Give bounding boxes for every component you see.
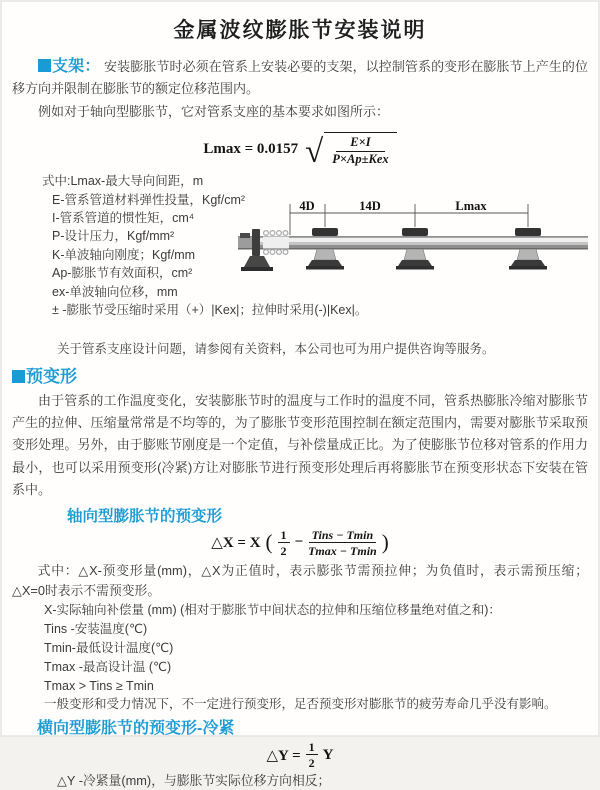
fraction-numerator: Tins − Tmin — [309, 528, 377, 543]
support-section-heading — [38, 58, 100, 75]
guide-spacing-formula — [12, 130, 588, 171]
pipe — [238, 236, 588, 250]
fraction-denominator: 2 — [308, 756, 315, 771]
definition-item: ex-单波轴向位移，mm — [52, 284, 178, 299]
minus-sign: − — [294, 534, 304, 551]
axial-definitions-list — [44, 601, 588, 714]
definition-item: 式中:Lmax-最大导向间距，m — [42, 174, 204, 189]
axial-definition-item: Tmax -最高设计温 (℃) — [44, 659, 172, 674]
formula-lhs: Lmax = 0.0157 — [203, 140, 299, 157]
axial-definition-item: Tmin-最低设计温度(℃) — [44, 641, 174, 656]
dim-label-4d: 4D — [299, 199, 315, 214]
lateral-coldpull-formula — [12, 741, 588, 769]
definition-item: Ap-膨胀节有效面积，cm² — [52, 266, 193, 281]
definitions-and-diagram-row — [12, 172, 588, 338]
support-heading-label: 支架： — [52, 58, 101, 75]
formula-rhs: Y — [322, 746, 334, 763]
axial-definition-item: Tmax > Tins ≥ Tmin — [44, 678, 154, 693]
support-example-line: 例如对于轴向型膨胀节，它对管系支座的基本要求如图所示： — [38, 103, 390, 119]
square-root-icon: √ — [305, 134, 324, 171]
definition-item: I-管系管道的惯性矩，cm⁴ — [52, 211, 195, 226]
axial-definition-item: X-实际轴向补偿量 (mm) (相对于膨胀节中间状态的拉伸和压缩位移量绝对值之和)： — [44, 603, 501, 618]
fraction-numerator: 1 — [278, 528, 290, 543]
half-fraction — [278, 528, 290, 558]
axial-definition-item: 一般变形和受力情况下，不一定进行预变形，足否预变形对膨胀节的疲劳寿命几乎没有影响。 — [44, 697, 557, 712]
fraction-denominator: Tmax − Tmin — [308, 543, 377, 558]
pipe-support-diagram — [238, 196, 588, 293]
formula-lhs: △Y = — [266, 747, 301, 764]
axial-predeform-formula — [12, 527, 588, 559]
support-intro-text: 安装膨胀节时必须在管系上安装必要的支架，以控制管系的变形在膨胀节上产生的位移方向并限制在膨胀节的额定位移范围内。 — [12, 59, 588, 97]
formula-radicand — [324, 132, 396, 167]
close-paren: ) — [381, 530, 389, 555]
predeform-paragraph: 由于管系的工作温度变化，安装膨胀节时的温度与工作时的温度不同，管系热膨胀冷缩对膨胀节产生的拉伸、压缩量常常是不均等的，为了膨胀节变形范围控制在额定范围内，需要对膨胀节采取预变形处理。另外，由于膨账节刚度是一个定值，与补偿量成正比。为了使膨胀节位移对管系的作用力最小，也可以采用预变形(冷紧)方让对膨胀节进行预变形处理后再将膨胀节在预变形状态下安装在管系中。 — [12, 392, 588, 498]
temperature-fraction — [308, 528, 377, 558]
definition-item: E-管系管道材料弹性投量，Kgf/cm² — [52, 192, 246, 207]
dim-label-14d: 14D — [359, 199, 381, 214]
definition-item: P-设计压力，Kgf/mm² — [52, 229, 175, 244]
open-paren: ( — [265, 530, 273, 555]
lateral-note-line: △Y -冷紧量(mm)，与膨胀节实际位移方向相反； — [57, 773, 331, 789]
blue-square-bullet-icon — [38, 59, 51, 72]
axial-explain-paragraph: 式中：△X-预变形量(mm)，△X为正值时，表示膨张节需预拉伸；为负值时，表示需预压缩；△X=0时表示不需预变形。 — [12, 562, 588, 599]
support-intro-paragraph — [12, 56, 588, 101]
axial-definition-item: Tins -安装温度(℃) — [44, 622, 148, 637]
support-note-line: 关于管系支座设计问题，请参阅有关资料，本公司也可为用户提供咨询等服务。 — [57, 342, 495, 357]
dim-label-lmax: Lmax — [455, 199, 487, 214]
formula-lhs: △X = X — [211, 535, 261, 552]
fraction-numerator: 1 — [306, 740, 318, 755]
blue-square-bullet-icon — [12, 370, 25, 383]
lateral-subsection-heading: 横向型膨胀节的预变形-冷紧 — [37, 720, 235, 738]
predeform-section-heading — [12, 366, 588, 387]
definition-item: K-单波轴向刚度；Kgf/mm — [52, 247, 196, 262]
predeform-heading-label: 预变形 — [26, 366, 77, 386]
axial-subsection-heading: 轴向型膨胀节的预变形 — [67, 507, 223, 525]
formula-numerator: E×I — [336, 135, 384, 152]
half-fraction — [306, 740, 318, 770]
formula-denominator: P×Ap±Kex — [332, 151, 389, 166]
page-title: 金属波纹膨胀节安装说明 — [173, 19, 427, 42]
bellows-icon — [263, 231, 289, 255]
fraction-denominator: 2 — [280, 543, 287, 558]
definition-item: ± -膨胀节受压缩时采用（+）|Kex|；拉伸时采用(-)|Kex|。 — [52, 303, 368, 318]
